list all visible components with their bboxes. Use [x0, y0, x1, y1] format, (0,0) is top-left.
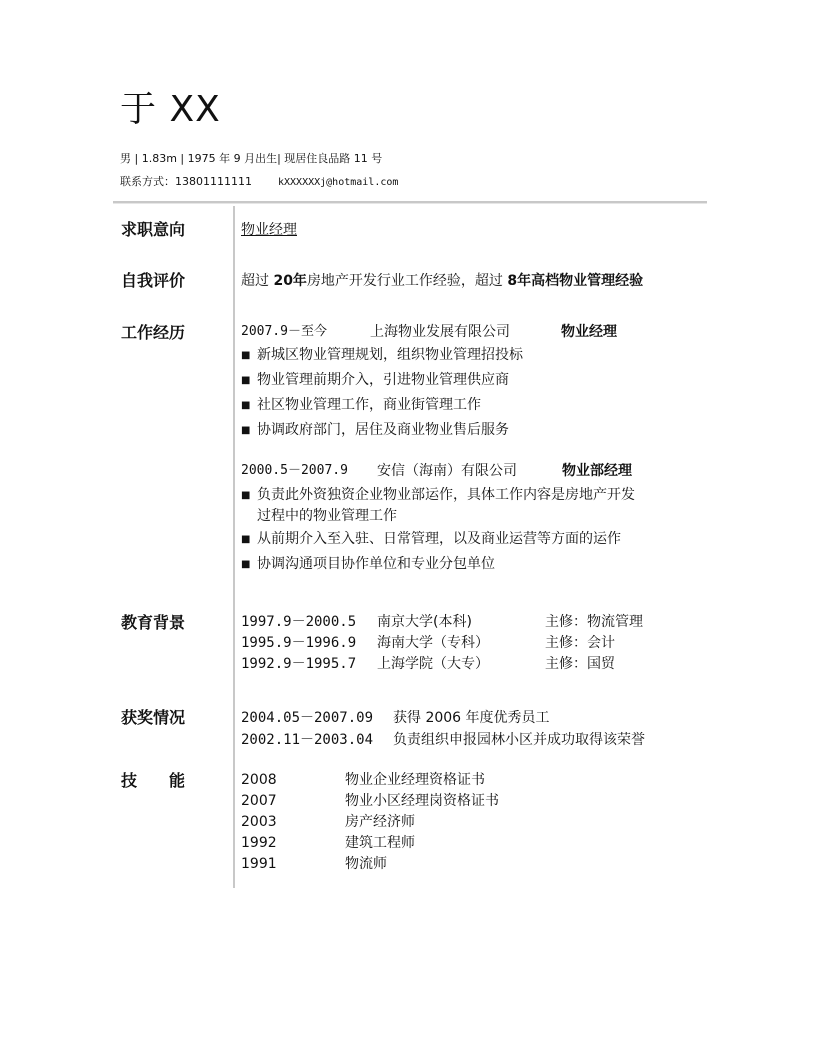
job2-bullet — [241, 529, 621, 550]
skill-name: 建筑工程师 — [345, 835, 415, 851]
skills-title: 技 能 — [121, 771, 186, 790]
bullet-icon: ■ — [241, 534, 251, 545]
skill-year: 2003 — [241, 814, 277, 830]
edu-major: 主修：会计 — [545, 635, 615, 651]
section-divider — [233, 206, 235, 888]
job1-bullet — [241, 420, 509, 441]
objective-title: 求职意向 — [121, 220, 186, 239]
self-eval-text — [241, 271, 643, 291]
job1-bullet — [241, 395, 481, 416]
skill-year: 1991 — [241, 856, 277, 872]
job2-position: 物业部经理 — [562, 463, 632, 479]
bullet-icon: ■ — [241, 400, 251, 411]
bullet-icon: ■ — [241, 425, 251, 436]
job2-company: 安信（海南）有限公司 — [377, 463, 517, 479]
award-desc: 获得 2006 年度优秀员工 — [393, 710, 550, 726]
edu-major: 主修：国贸 — [545, 656, 615, 672]
self-eval-years-dev: 20年 — [273, 273, 307, 289]
header-divider — [113, 201, 707, 204]
edu-period: 1992.9－1995.7 — [241, 656, 357, 672]
education-title: 教育背景 — [121, 613, 186, 632]
job2-period: 2000.5－2007.9 — [241, 463, 348, 478]
job2-bullet — [241, 485, 635, 506]
job1-period: 2007.9－至今 — [241, 324, 327, 339]
skill-year: 1992 — [241, 835, 277, 851]
self-eval-part1: 超过 — [241, 273, 274, 289]
award-period: 2002.11－2003.04 — [241, 732, 374, 748]
objective-value: 物业经理 — [241, 222, 297, 238]
edu-school: 海南大学（专科） — [377, 635, 489, 651]
contact-line — [120, 174, 398, 191]
awards-title: 获奖情况 — [121, 708, 186, 727]
edu-major: 主修：物流管理 — [545, 614, 643, 630]
bullet-icon: ■ — [241, 559, 251, 570]
skill-year: 2007 — [241, 793, 277, 809]
contact-email: kXXXXXXj@hotmail.com — [277, 177, 399, 188]
self-eval-years-property: 8年高档物业管理经验 — [507, 273, 644, 289]
job1-position: 物业经理 — [561, 324, 617, 340]
bullet-icon: ■ — [241, 350, 251, 361]
job1-company: 上海物业发展有限公司 — [370, 324, 510, 340]
bullet-text: 负责此外资独资企业物业部运作，具体工作内容是房地产开发 — [257, 487, 635, 503]
skill-name: 房产经济师 — [345, 814, 415, 830]
bullet-text: 社区物业管理工作，商业街管理工作 — [257, 397, 481, 413]
bullet-text: 物业管理前期介入，引进物业管理供应商 — [257, 372, 509, 388]
skill-name: 物流师 — [345, 856, 387, 872]
bullet-text: 协调政府部门，居住及商业物业售后服务 — [257, 422, 509, 438]
skill-year: 2008 — [241, 772, 277, 788]
job2-bullet — [241, 554, 495, 575]
bullet-text: 新城区物业管理规划，组织物业管理招投标 — [257, 347, 523, 363]
candidate-name: 于 XX — [120, 89, 221, 130]
work-title: 工作经历 — [121, 323, 186, 342]
self-eval-part2: 房地产开发行业工作经验，超过 — [306, 273, 508, 289]
edu-school: 上海学院（大专） — [377, 656, 489, 672]
bullet-icon: ■ — [241, 375, 251, 386]
contact-phone: 联系方式：13801111111 — [120, 175, 252, 188]
award-desc: 负责组织申报园林小区并成功取得该荣誉 — [393, 732, 645, 748]
edu-school: 南京大学(本科) — [377, 614, 472, 630]
job1-bullet — [241, 370, 509, 391]
bullet-icon: ■ — [241, 490, 251, 501]
bullet-text: 协调沟通项目协作单位和专业分包单位 — [257, 556, 495, 572]
personal-info-line: 男 | 1.83m | 1975 年 9 月出生| 现居住良品路 11 号 — [120, 152, 383, 165]
skill-name: 物业小区经理岗资格证书 — [345, 793, 499, 809]
skill-name: 物业企业经理资格证书 — [345, 772, 485, 788]
award-period: 2004.05－2007.09 — [241, 710, 374, 726]
edu-period: 1995.9－1996.9 — [241, 635, 357, 651]
bullet-text: 从前期介入至入驻、日常管理，以及商业运营等方面的运作 — [257, 531, 621, 547]
edu-period: 1997.9－2000.5 — [241, 614, 357, 630]
self-eval-title: 自我评价 — [121, 271, 186, 290]
job1-bullet — [241, 345, 523, 366]
job2-bullet-continuation: 过程中的物业管理工作 — [257, 508, 397, 524]
